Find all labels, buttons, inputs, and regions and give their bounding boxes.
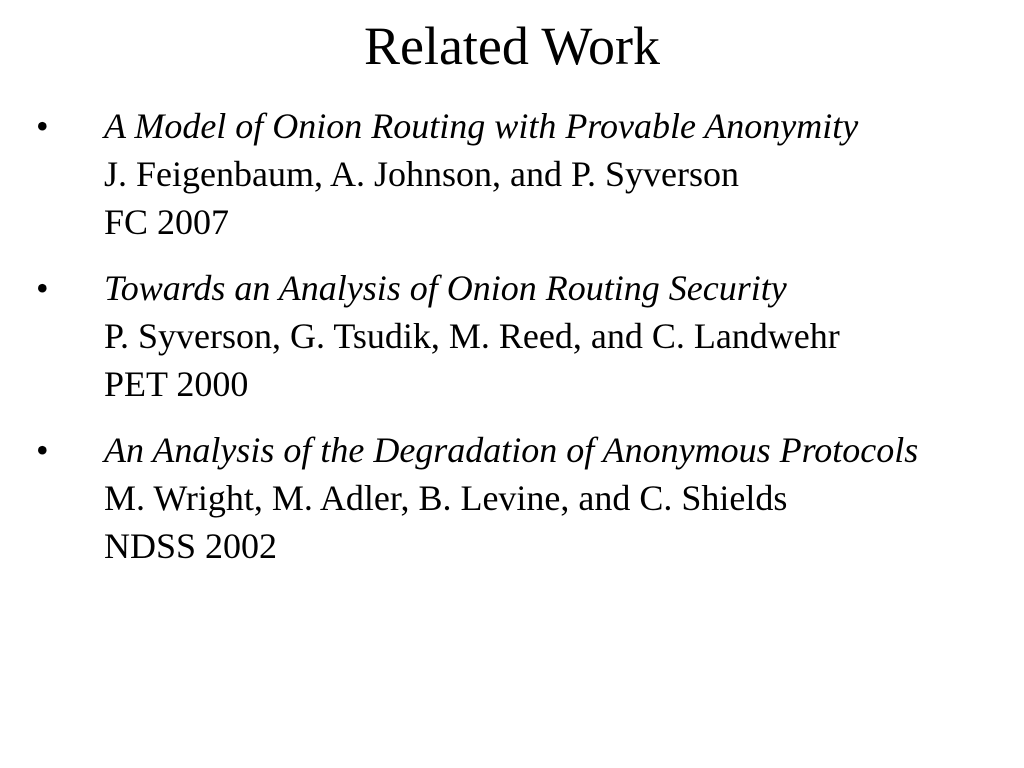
reference-title: An Analysis of the Degradation of Anonymous Protocols bbox=[104, 430, 919, 470]
reference-title: A Model of Onion Routing with Provable Anonymity bbox=[104, 106, 859, 146]
bullet-icon: • bbox=[36, 106, 49, 146]
bullet-icon: • bbox=[36, 430, 49, 470]
slide-title: Related Work bbox=[363, 16, 661, 76]
reference-title: Towards an Analysis of Onion Routing Security bbox=[104, 268, 787, 308]
reference-authors: M. Wright, M. Adler, B. Levine, and C. Shields bbox=[104, 478, 788, 518]
reference-venue: FC 2007 bbox=[104, 202, 230, 242]
reference-list bbox=[0, 102, 1024, 588]
reference-venue: NDSS 2002 bbox=[104, 526, 278, 566]
reference-authors: P. Syverson, G. Tsudik, M. Reed, and C. Landwehr bbox=[104, 316, 840, 356]
bullet-icon: • bbox=[36, 268, 49, 308]
reference-venue: PET 2000 bbox=[104, 364, 249, 404]
reference-item bbox=[0, 102, 1024, 246]
reference-item bbox=[0, 426, 1024, 570]
reference-authors: J. Feigenbaum, A. Johnson, and P. Syverson bbox=[104, 154, 740, 194]
reference-item bbox=[0, 264, 1024, 408]
